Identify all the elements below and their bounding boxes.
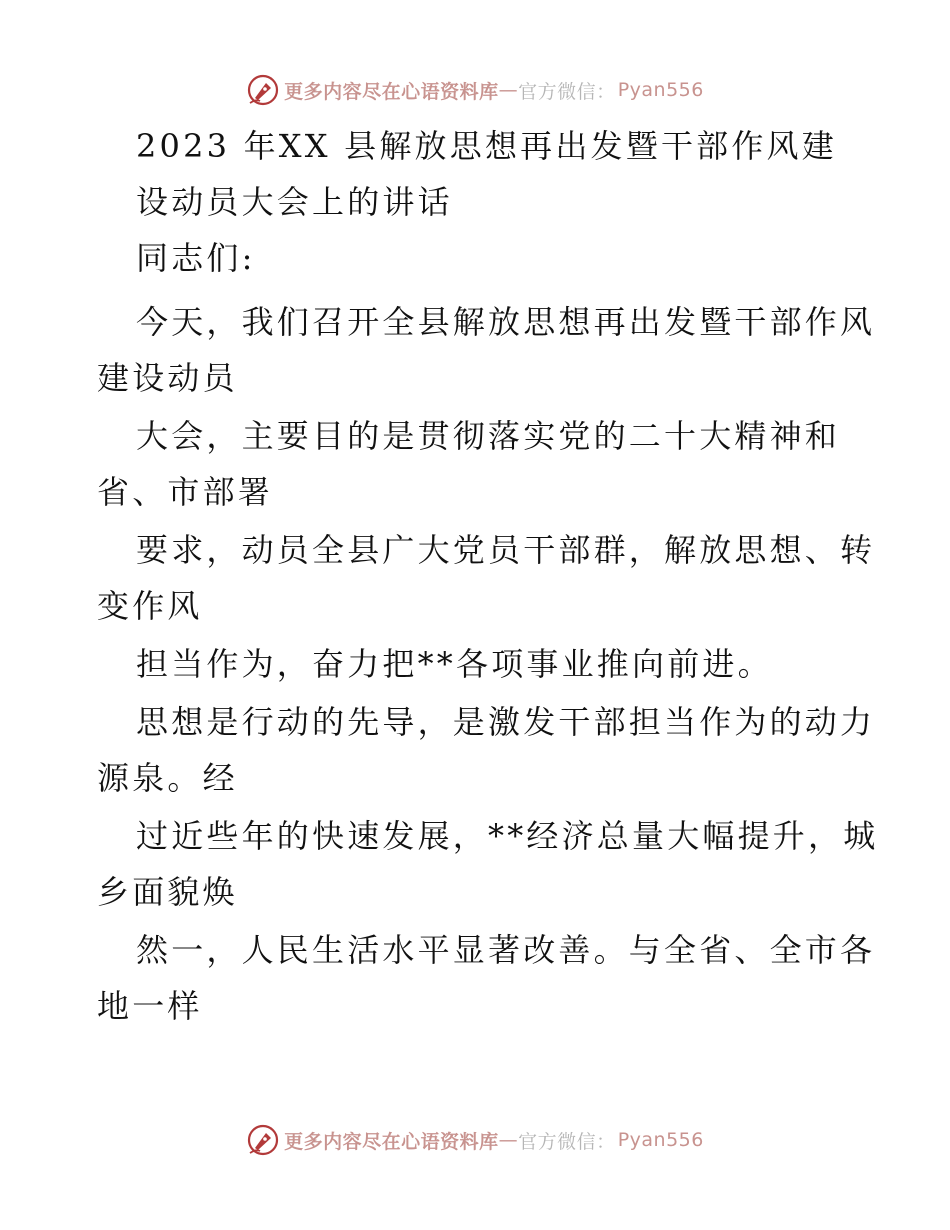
document-title-line-1: 2023 年XX 县解放思想再出发暨干部作风建: [136, 127, 837, 165]
watermark-text: 更多内容尽在心语资料库: [284, 1130, 499, 1153]
paragraph-line: 然一，人民生活水平显著改善。与全省、全市各: [136, 931, 876, 969]
watermark-dash: —: [498, 79, 519, 101]
paragraph-line: 源泉。经: [97, 759, 238, 797]
paragraph-line: 大会，主要目的是贯彻落实党的二十大精神和: [136, 417, 841, 455]
watermark-handle: Pyan556: [617, 79, 704, 101]
document-title-line-2: 设动员大会上的讲话: [136, 183, 453, 221]
paragraph-line: 过近些年的快速发展，**经济总量大幅提升，城: [136, 817, 879, 855]
paragraph-line: 变作风: [97, 587, 203, 625]
paragraph-line: 要求，动员全县广大党员干部群，解放思想、转: [136, 531, 876, 569]
watermark-official-label: 官方微信：: [518, 1130, 616, 1153]
paragraph-line: 地一样: [97, 987, 203, 1025]
salutation: 同志们:: [136, 239, 256, 277]
pen-nib-logo-icon: [246, 73, 280, 107]
paragraph-line: 担当作为，奋力把**各项事业推向前进。: [136, 645, 773, 683]
paragraph-line: 建设动员: [97, 359, 238, 397]
header-watermark: [0, 70, 950, 110]
pen-nib-logo-icon: [246, 1123, 280, 1157]
watermark-official-label: 官方微信：: [518, 80, 616, 103]
paragraph-line: 乡面貌焕: [97, 873, 238, 911]
watermark-text: 更多内容尽在心语资料库: [284, 80, 499, 103]
footer-watermark: [0, 1120, 950, 1160]
paragraph-line: 省、市部署: [97, 473, 274, 511]
paragraph-line: 思想是行动的先导，是激发干部担当作为的动力: [136, 703, 876, 741]
paragraph-line: 今天，我们召开全县解放思想再出发暨干部作风: [136, 303, 876, 341]
watermark-handle: Pyan556: [617, 1129, 704, 1151]
watermark-dash: —: [498, 1129, 519, 1151]
